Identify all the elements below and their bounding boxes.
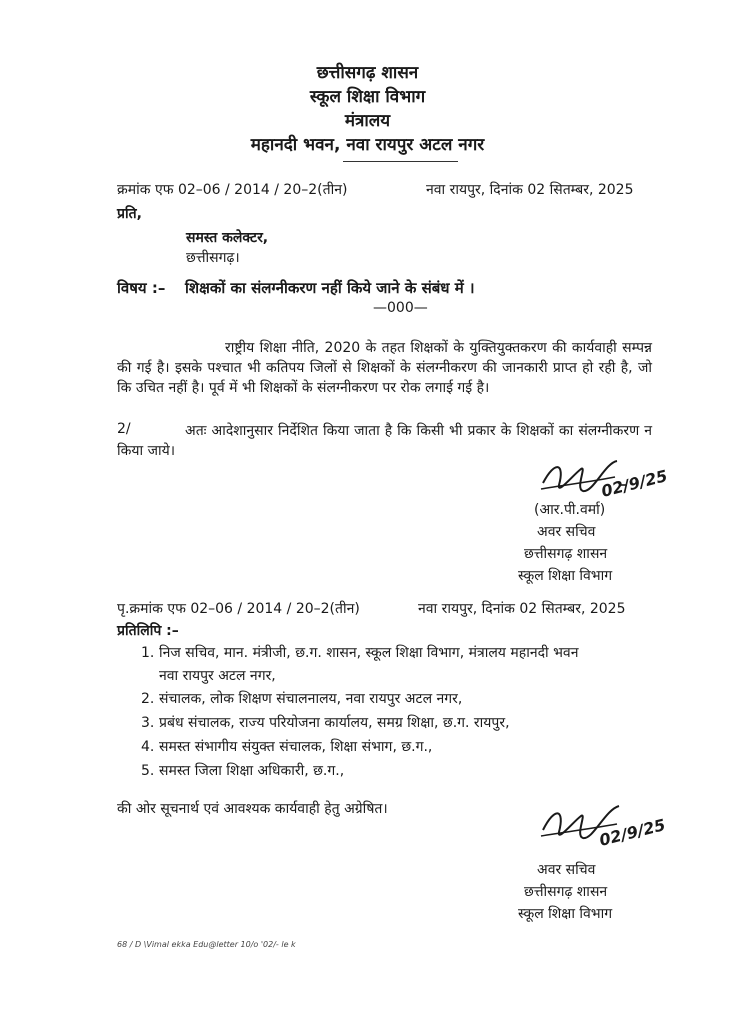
signatory-designation: अवर सचिव (537, 524, 596, 540)
paragraph-2-number: 2/ (117, 421, 131, 437)
copy-list-item-continuation: नवा रायपुर अटल नगर, (159, 668, 276, 684)
header-ministry: मंत्रालय (344, 111, 391, 131)
signatory-name: (आर.पी.वर्मा) (534, 502, 606, 518)
signature-2 (535, 800, 675, 854)
reference-date: नवा रायपुर, दिनांक 02 सितम्बर, 2025 (426, 182, 634, 198)
subject-text: शिक्षकों का संलग्नीकरण नहीं किये जाने के संबंध में । (185, 279, 475, 297)
signatory-2-dept: स्कूल शिक्षा विभाग (518, 906, 613, 922)
file-path-footer: 68 / D \Vimal ekka Edu@letter 10/o '02/- le k (117, 940, 296, 949)
body-paragraph-1: राष्ट्रीय शिक्षा नीति, 2020 के तहत शिक्षकों के युक्तियुक्तकरण की कार्यवाही सम्पन्न की गई है। इसके पश्चात भी कतिपय जिलों से शिक्षकों के संलग्नीकरण की जानकारी प्राप्त हो रही है, जो कि उचित नहीं है। पूर्व में भी शिक्षकों के संलग्नीकरण पर रोक लगाई गई है। (117, 340, 652, 396)
signatory-2-designation: अवर सचिव (537, 862, 596, 878)
addressee: समस्त कलेक्टर, (186, 230, 269, 246)
copy-list-item: 3. प्रबंध संचालक, राज्य परियोजना कार्यालय, समग्र शिक्षा, छ.ग. रायपुर, (141, 715, 510, 731)
signature-1 (535, 455, 675, 505)
endorsement-date: नवा रायपुर, दिनांक 02 सितम्बर, 2025 (418, 601, 626, 617)
svg-text:02/9/25: 02/9/25 (597, 815, 668, 850)
header-divider (343, 161, 458, 162)
signatory-dept: स्कूल शिक्षा विभाग (518, 568, 613, 584)
header-department: स्कूल शिक्षा विभाग (309, 87, 426, 107)
svg-text:02/9/25: 02/9/25 (599, 466, 670, 501)
addressee-state: छत्तीसगढ़। (186, 250, 240, 266)
copy-list-item: 5. समस्त जिला शिक्षा अधिकारी, छ.ग., (141, 763, 345, 779)
copy-list-item: 4. समस्त संभागीय संयुक्त संचालक, शिक्षा संभाग, छ.ग., (141, 739, 433, 755)
signatory-2-govt: छत्तीसगढ़ शासन (524, 884, 608, 900)
subject-label: विषय :– (117, 279, 166, 297)
signatory-govt: छत्तीसगढ़ शासन (524, 546, 608, 562)
header-address: महानदी भवन, नवा रायपुर अटल नगर (250, 135, 485, 155)
copy-list-item: 1. निज सचिव, मान. मंत्रीजी, छ.ग. शासन, स्कूल शिक्षा विभाग, मंत्रालय महानदी भवन (141, 645, 579, 661)
subject-separator: —000— (373, 300, 428, 316)
endorsement-number: पृ.क्रमांक एफ 02–06 / 2014 / 20–2(तीन) (117, 601, 360, 617)
forwarding-note: की ओर सूचनार्थ एवं आवश्यक कार्यवाही हेतु अग्रेषित। (117, 801, 388, 817)
reference-number: क्रमांक एफ 02–06 / 2014 / 20–2(तीन) (117, 182, 348, 198)
copy-to-label: प्रतिलिपि :– (117, 623, 179, 639)
copy-list-item: 2. संचालक, लोक शिक्षण संचालनालय, नवा रायपुर अटल नगर, (141, 691, 463, 707)
to-label: प्रति, (117, 206, 142, 222)
header-government: छत्तीसगढ़ शासन (316, 63, 419, 83)
body-paragraph-2: अतः आदेशानुसार निर्देशित किया जाता है कि किसी भी प्रकार के शिक्षकों का संलग्नीकरण न किया जाये। (117, 423, 652, 459)
